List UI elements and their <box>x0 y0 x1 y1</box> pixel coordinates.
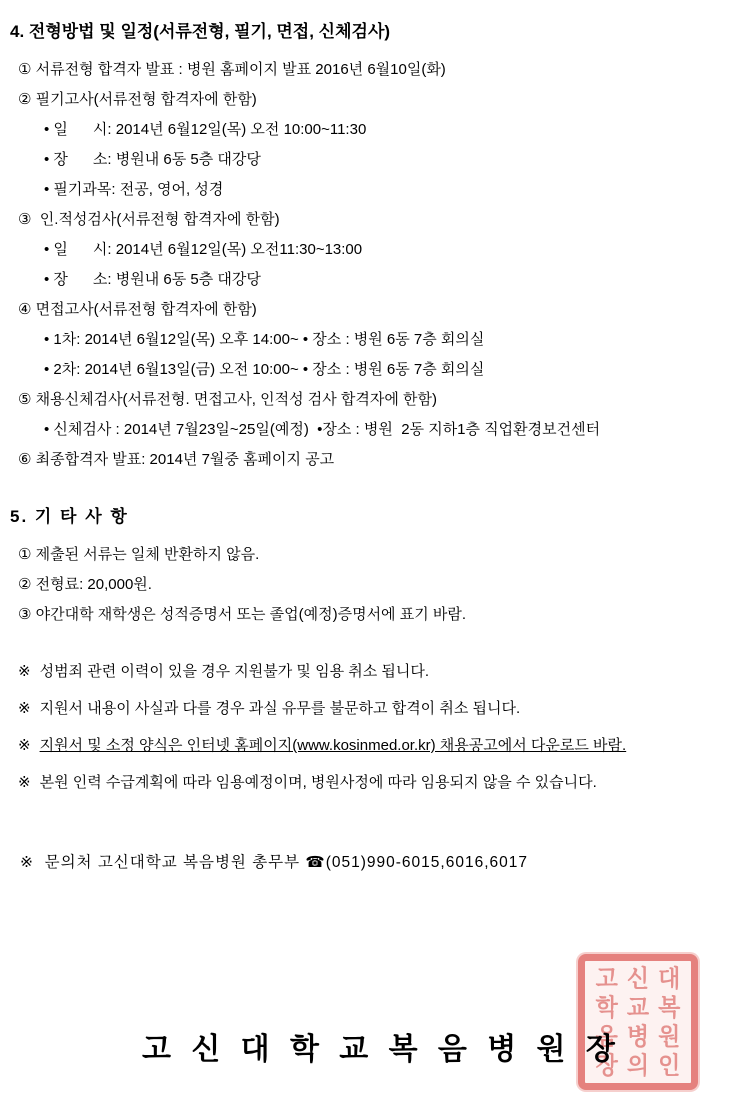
etc-item-no-return: ① 제출된 서류는 일체 반환하지 않음. <box>18 546 260 563</box>
seal-glyph-row: 장의인 <box>595 1051 690 1079</box>
signature-text: 고 신 대 학 교 복 음 병 원 장 <box>142 1033 621 1066</box>
seal-glyph-row: 학교복 <box>595 993 690 1021</box>
section4-heading: 4. 전형방법 및 일정(서류전형, 필기, 면접, 신체검사) <box>10 22 391 41</box>
contact-info <box>20 848 528 878</box>
section-etc <box>10 503 754 630</box>
etc-item-night-school: ③ 야간대학 재학생은 성적증명서 또는 졸업(예정)증명서에 표기 바람. <box>18 606 467 623</box>
interview-first-round: • 1차: 2014년 6월12일(목) 오후 14:00~ • 장소 : 병원 6동 7층 회의실 <box>44 331 485 348</box>
official-seal-stamp <box>578 954 698 1090</box>
section-selection-schedule <box>10 18 754 475</box>
schedule-item-written-exam: ② 필기고사(서류전형 합격자에 한함) <box>18 91 257 108</box>
seal-glyph-row: 음병원 <box>595 1022 690 1050</box>
schedule-item-physical-exam: ⑤ 채용신체검사(서류전형. 면접고사, 인적성 검사 합격자에 한함) <box>18 391 438 408</box>
note-marker: ※ <box>18 737 31 754</box>
notice-sex-offense <box>18 653 754 690</box>
etc-item-application-fee: ② 전형료: 20,000원. <box>18 576 152 593</box>
written-exam-datetime: • 일 시: 2014년 6월12일(목) 오전 10:00~11:30 <box>44 121 367 138</box>
schedule-item-interview: ④ 면접고사(서류전형 합격자에 한함) <box>18 301 257 318</box>
schedule-item-final-pass: ⑥ 최종합격자 발표: 2014년 7월중 홈페이지 공고 <box>18 451 335 468</box>
aptitude-test-location: • 장 소: 병원내 6동 5층 대강당 <box>44 271 261 288</box>
notice-list <box>18 653 754 801</box>
note-marker: ※ <box>18 663 31 680</box>
notice-text-underlined: 지원서 및 소정 양식은 인터넷 홈페이지(www.kosinmed.or.kr) 채용공고에서 다운로드 바람. <box>39 737 627 754</box>
notice-false-info <box>18 690 754 727</box>
interview-second-round: • 2차: 2014년 6월13일(금) 오전 10:00~ • 장소 : 병원 6동 7층 회의실 <box>44 361 485 378</box>
notice-text: 성범죄 관련 이력이 있을 경우 지원불가 및 임용 취소 됩니다. <box>39 663 430 680</box>
written-exam-location: • 장 소: 병원내 6동 5층 대강당 <box>44 151 261 168</box>
notice-text: 본원 인력 수급계획에 따라 임용예정이며, 병원사정에 따라 임용되지 않을 수 있습니다. <box>39 774 597 791</box>
note-marker: ※ <box>18 774 31 791</box>
note-marker: ※ <box>18 700 31 717</box>
aptitude-test-datetime: • 일 시: 2014년 6월12일(목) 오전11:30~13:00 <box>44 241 363 258</box>
physical-exam-detail: • 신체검사 : 2014년 7월23일~25일(예정) •장소 : 병원 2동 지하1층 직업환경보건센터 <box>44 421 601 438</box>
schedule-item-aptitude-test: ③ 인.적성검사(서류전형 합격자에 한함) <box>18 211 280 228</box>
contact-line: ※ 문의처 고신대학교 복음병원 총무부 ☎(051)990-6015,6016,6017 <box>20 854 528 871</box>
written-exam-subjects: • 필기과목: 전공, 영어, 성경 <box>44 181 224 198</box>
schedule-item-document-pass: ① 서류전형 합격자 발표 : 병원 홈페이지 발표 2016년 6월10일(화) <box>18 61 446 78</box>
section5-heading: 5. 기 타 사 항 <box>10 507 129 526</box>
notice-hiring-plan <box>18 764 754 801</box>
notice-text: 지원서 내용이 사실과 다를 경우 과실 유무를 불문하고 합격이 취소 됩니다. <box>39 700 521 717</box>
notice-download-form <box>18 727 754 764</box>
seal-glyph-row: 고신대 <box>595 964 690 992</box>
